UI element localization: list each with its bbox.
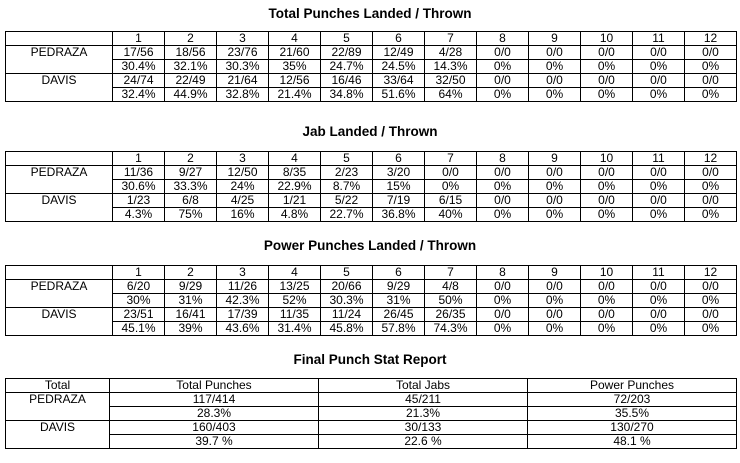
round-header: 1	[113, 152, 165, 166]
landed-thrown-cell: 0/0	[685, 194, 737, 208]
landed-thrown-cell: 22/89	[321, 46, 373, 60]
landed-thrown-cell: 21/60	[269, 46, 321, 60]
percentage-cell: 0%	[477, 60, 529, 74]
fighter-landed-row	[6, 308, 737, 322]
landed-thrown-cell: 26/35	[425, 308, 477, 322]
round-header-row	[6, 152, 737, 166]
percentage-cell: 0%	[685, 322, 737, 336]
percentage-cell: 0%	[581, 294, 633, 308]
landed-thrown-cell: 7/19	[373, 194, 425, 208]
round-header: 12	[685, 266, 737, 280]
percentage-cell: 0%	[685, 180, 737, 194]
round-header: 3	[217, 152, 269, 166]
final-report-table	[5, 378, 737, 449]
landed-thrown-cell: 0/0	[477, 74, 529, 88]
fighter-pct-row	[6, 208, 737, 222]
percentage-cell: 0%	[685, 88, 737, 102]
final-pct-row	[6, 435, 737, 449]
landed-thrown-cell: 12/49	[373, 46, 425, 60]
percentage-cell: 35%	[269, 60, 321, 74]
percentage-cell: 0%	[581, 322, 633, 336]
round-header: 3	[217, 266, 269, 280]
jab-table	[5, 151, 737, 222]
round-header: 10	[581, 32, 633, 46]
percentage-cell: 24%	[217, 180, 269, 194]
landed-thrown-cell: 0/0	[581, 74, 633, 88]
percentage-cell: 31%	[165, 294, 217, 308]
fighter-pct-row	[6, 294, 737, 308]
percentage-cell: 24.7%	[321, 60, 373, 74]
final-pct-cell: 22.6 %	[319, 435, 528, 449]
landed-thrown-cell: 0/0	[477, 166, 529, 180]
final-landed-row	[6, 421, 737, 435]
percentage-cell: 0%	[581, 208, 633, 222]
final-header: Power Punches	[528, 379, 737, 393]
percentage-cell: 8.7%	[321, 180, 373, 194]
percentage-cell: 45.8%	[321, 322, 373, 336]
fighter-name: DAVIS	[6, 74, 113, 102]
percentage-cell: 0%	[529, 322, 581, 336]
percentage-cell: 14.3%	[425, 60, 477, 74]
landed-thrown-cell: 24/74	[113, 74, 165, 88]
round-header: 5	[321, 266, 373, 280]
fighter-name: PEDRAZA	[6, 46, 113, 74]
percentage-cell: 0%	[633, 208, 685, 222]
percentage-cell: 43.6%	[217, 322, 269, 336]
percentage-cell: 22.7%	[321, 208, 373, 222]
round-header: 8	[477, 266, 529, 280]
landed-thrown-cell: 26/45	[373, 308, 425, 322]
percentage-cell: 45.1%	[113, 322, 165, 336]
final-landed-cell: 72/203	[528, 393, 737, 407]
fighter-name: PEDRAZA	[6, 166, 113, 194]
percentage-cell: 15%	[373, 180, 425, 194]
landed-thrown-cell: 16/41	[165, 308, 217, 322]
landed-thrown-cell: 12/50	[217, 166, 269, 180]
landed-thrown-cell: 2/23	[321, 166, 373, 180]
percentage-cell: 40%	[425, 208, 477, 222]
fighter-landed-row	[6, 194, 737, 208]
percentage-cell: 0%	[685, 208, 737, 222]
landed-thrown-cell: 22/49	[165, 74, 217, 88]
landed-thrown-cell: 0/0	[633, 280, 685, 294]
percentage-cell: 0%	[529, 60, 581, 74]
round-header: 1	[113, 32, 165, 46]
round-header: 10	[581, 152, 633, 166]
landed-thrown-cell: 0/0	[633, 74, 685, 88]
final-landed-row	[6, 393, 737, 407]
landed-thrown-cell: 17/56	[113, 46, 165, 60]
round-header: 4	[269, 32, 321, 46]
round-header: 10	[581, 266, 633, 280]
landed-thrown-cell: 0/0	[685, 280, 737, 294]
landed-thrown-cell: 20/66	[321, 280, 373, 294]
landed-thrown-cell: 0/0	[633, 166, 685, 180]
percentage-cell: 30%	[113, 294, 165, 308]
landed-thrown-cell: 0/0	[529, 280, 581, 294]
percentage-cell: 0%	[581, 180, 633, 194]
final-landed-cell: 45/211	[319, 393, 528, 407]
round-header: 1	[113, 266, 165, 280]
round-header: 3	[217, 32, 269, 46]
round-header: 8	[477, 32, 529, 46]
percentage-cell: 51.6%	[373, 88, 425, 102]
round-header: 9	[529, 152, 581, 166]
final-landed-cell: 117/414	[110, 393, 319, 407]
landed-thrown-cell: 4/28	[425, 46, 477, 60]
percentage-cell: 57.8%	[373, 322, 425, 336]
section-title-power-punches: Power Punches Landed / Thrown	[263, 238, 477, 253]
percentage-cell: 0%	[633, 88, 685, 102]
percentage-cell: 0%	[633, 322, 685, 336]
landed-thrown-cell: 33/64	[373, 74, 425, 88]
landed-thrown-cell: 32/50	[425, 74, 477, 88]
landed-thrown-cell: 0/0	[633, 46, 685, 60]
final-header: Total Punches	[110, 379, 319, 393]
landed-thrown-cell: 17/39	[217, 308, 269, 322]
percentage-cell: 24.5%	[373, 60, 425, 74]
landed-thrown-cell: 0/0	[633, 194, 685, 208]
fighter-name: DAVIS	[6, 421, 110, 449]
fighter-landed-row	[6, 280, 737, 294]
landed-thrown-cell: 0/0	[477, 280, 529, 294]
landed-thrown-cell: 9/29	[373, 280, 425, 294]
percentage-cell: 50%	[425, 294, 477, 308]
landed-thrown-cell: 16/46	[321, 74, 373, 88]
landed-thrown-cell: 0/0	[477, 308, 529, 322]
round-header-row	[6, 32, 737, 46]
landed-thrown-cell: 21/64	[217, 74, 269, 88]
landed-thrown-cell: 9/29	[165, 280, 217, 294]
landed-thrown-cell: 18/56	[165, 46, 217, 60]
landed-thrown-cell: 6/8	[165, 194, 217, 208]
percentage-cell: 16%	[217, 208, 269, 222]
round-header: 2	[165, 152, 217, 166]
round-header: 12	[685, 152, 737, 166]
percentage-cell: 30.3%	[217, 60, 269, 74]
round-header-row	[6, 266, 737, 280]
percentage-cell: 42.3%	[217, 294, 269, 308]
landed-thrown-cell: 0/0	[685, 46, 737, 60]
corner-cell	[6, 152, 113, 166]
final-pct-cell: 28.3%	[110, 407, 319, 421]
section-title-total-punches: Total Punches Landed / Thrown	[268, 6, 472, 21]
landed-thrown-cell: 0/0	[685, 166, 737, 180]
fighter-landed-row	[6, 166, 737, 180]
final-landed-cell: 30/133	[319, 421, 528, 435]
landed-thrown-cell: 0/0	[581, 194, 633, 208]
percentage-cell: 39%	[165, 322, 217, 336]
percentage-cell: 32.8%	[217, 88, 269, 102]
percentage-cell: 0%	[529, 180, 581, 194]
round-header: 11	[633, 152, 685, 166]
landed-thrown-cell: 0/0	[529, 194, 581, 208]
round-header: 6	[373, 266, 425, 280]
percentage-cell: 30.4%	[113, 60, 165, 74]
percentage-cell: 0%	[581, 88, 633, 102]
landed-thrown-cell: 9/27	[165, 166, 217, 180]
percentage-cell: 64%	[425, 88, 477, 102]
landed-thrown-cell: 1/23	[113, 194, 165, 208]
landed-thrown-cell: 6/15	[425, 194, 477, 208]
round-header: 11	[633, 32, 685, 46]
round-header: 9	[529, 266, 581, 280]
percentage-cell: 0%	[477, 180, 529, 194]
final-header: Total Jabs	[319, 379, 528, 393]
landed-thrown-cell: 23/51	[113, 308, 165, 322]
round-header: 2	[165, 266, 217, 280]
landed-thrown-cell: 0/0	[581, 46, 633, 60]
round-header: 5	[321, 32, 373, 46]
landed-thrown-cell: 8/35	[269, 166, 321, 180]
landed-thrown-cell: 11/26	[217, 280, 269, 294]
final-landed-cell: 130/270	[528, 421, 737, 435]
round-header: 7	[425, 152, 477, 166]
percentage-cell: 0%	[633, 294, 685, 308]
landed-thrown-cell: 12/56	[269, 74, 321, 88]
landed-thrown-cell: 4/25	[217, 194, 269, 208]
percentage-cell: 0%	[633, 60, 685, 74]
final-pct-cell: 39.7 %	[110, 435, 319, 449]
final-pct-cell: 21.3%	[319, 407, 528, 421]
round-header: 7	[425, 266, 477, 280]
percentage-cell: 21.4%	[269, 88, 321, 102]
fighter-name: PEDRAZA	[6, 280, 113, 308]
percentage-cell: 36.8%	[373, 208, 425, 222]
percentage-cell: 0%	[477, 208, 529, 222]
percentage-cell: 0%	[477, 88, 529, 102]
landed-thrown-cell: 23/76	[217, 46, 269, 60]
landed-thrown-cell: 13/25	[269, 280, 321, 294]
percentage-cell: 0%	[581, 60, 633, 74]
percentage-cell: 0%	[529, 88, 581, 102]
landed-thrown-cell: 0/0	[685, 308, 737, 322]
percentage-cell: 52%	[269, 294, 321, 308]
round-header: 6	[373, 32, 425, 46]
percentage-cell: 0%	[529, 208, 581, 222]
fighter-name: DAVIS	[6, 194, 113, 222]
total-punches-table	[5, 31, 737, 102]
round-header: 5	[321, 152, 373, 166]
power-punches-table	[5, 265, 737, 336]
round-header: 11	[633, 266, 685, 280]
landed-thrown-cell: 4/8	[425, 280, 477, 294]
landed-thrown-cell: 0/0	[581, 280, 633, 294]
fighter-landed-row	[6, 74, 737, 88]
fighter-landed-row	[6, 46, 737, 60]
landed-thrown-cell: 0/0	[581, 308, 633, 322]
landed-thrown-cell: 1/21	[269, 194, 321, 208]
landed-thrown-cell: 0/0	[529, 46, 581, 60]
round-header: 4	[269, 266, 321, 280]
percentage-cell: 0%	[477, 294, 529, 308]
percentage-cell: 0%	[685, 294, 737, 308]
percentage-cell: 32.1%	[165, 60, 217, 74]
round-header: 7	[425, 32, 477, 46]
percentage-cell: 4.3%	[113, 208, 165, 222]
landed-thrown-cell: 0/0	[581, 166, 633, 180]
fighter-name: DAVIS	[6, 308, 113, 336]
landed-thrown-cell: 0/0	[529, 308, 581, 322]
percentage-cell: 4.8%	[269, 208, 321, 222]
landed-thrown-cell: 0/0	[477, 194, 529, 208]
round-header: 6	[373, 152, 425, 166]
percentage-cell: 31%	[373, 294, 425, 308]
landed-thrown-cell: 6/20	[113, 280, 165, 294]
round-header: 12	[685, 32, 737, 46]
corner-cell	[6, 266, 113, 280]
round-header: 4	[269, 152, 321, 166]
percentage-cell: 30.6%	[113, 180, 165, 194]
percentage-cell: 22.9%	[269, 180, 321, 194]
fighter-pct-row	[6, 180, 737, 194]
percentage-cell: 75%	[165, 208, 217, 222]
percentage-cell: 0%	[425, 180, 477, 194]
landed-thrown-cell: 0/0	[477, 46, 529, 60]
percentage-cell: 30.3%	[321, 294, 373, 308]
final-header: Total	[6, 379, 110, 393]
landed-thrown-cell: 0/0	[425, 166, 477, 180]
fighter-name: PEDRAZA	[6, 393, 110, 421]
final-header-row	[6, 379, 737, 393]
percentage-cell: 33.3%	[165, 180, 217, 194]
final-landed-cell: 160/403	[110, 421, 319, 435]
percentage-cell: 34.8%	[321, 88, 373, 102]
percentage-cell: 32.4%	[113, 88, 165, 102]
round-header: 2	[165, 32, 217, 46]
final-pct-row	[6, 407, 737, 421]
landed-thrown-cell: 11/36	[113, 166, 165, 180]
landed-thrown-cell: 11/35	[269, 308, 321, 322]
landed-thrown-cell: 5/22	[321, 194, 373, 208]
percentage-cell: 74.3%	[425, 322, 477, 336]
fighter-pct-row	[6, 322, 737, 336]
percentage-cell: 0%	[685, 60, 737, 74]
round-header: 8	[477, 152, 529, 166]
landed-thrown-cell: 3/20	[373, 166, 425, 180]
landed-thrown-cell: 0/0	[529, 166, 581, 180]
percentage-cell: 44.9%	[165, 88, 217, 102]
final-pct-cell: 48.1 %	[528, 435, 737, 449]
fighter-pct-row	[6, 88, 737, 102]
corner-cell	[6, 32, 113, 46]
percentage-cell: 0%	[633, 180, 685, 194]
percentage-cell: 0%	[477, 322, 529, 336]
final-pct-cell: 35.5%	[528, 407, 737, 421]
percentage-cell: 0%	[529, 294, 581, 308]
percentage-cell: 31.4%	[269, 322, 321, 336]
landed-thrown-cell: 0/0	[685, 74, 737, 88]
landed-thrown-cell: 0/0	[633, 308, 685, 322]
section-title-final-report: Final Punch Stat Report	[293, 352, 447, 367]
fighter-pct-row	[6, 60, 737, 74]
landed-thrown-cell: 11/24	[321, 308, 373, 322]
landed-thrown-cell: 0/0	[529, 74, 581, 88]
round-header: 9	[529, 32, 581, 46]
section-title-jab: Jab Landed / Thrown	[302, 124, 438, 139]
